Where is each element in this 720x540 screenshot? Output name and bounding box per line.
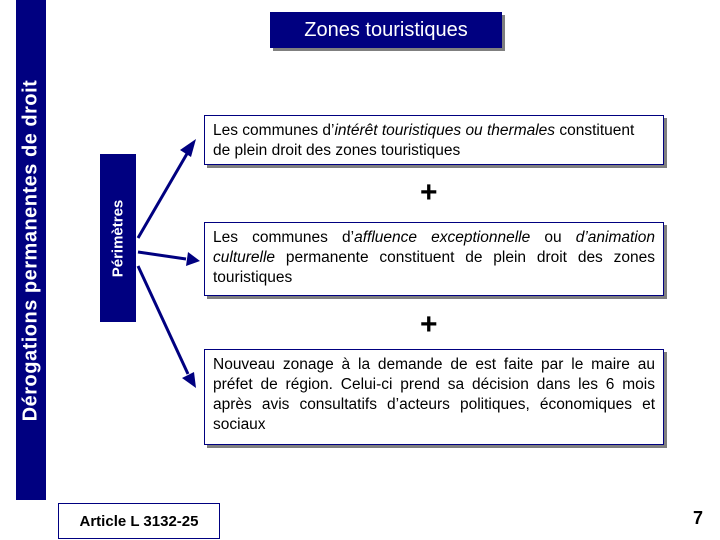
box1-text3: constituent de plein droit des zones touristiques [213,122,635,160]
perimetres-label: Périmètres [109,199,127,277]
box2-text1: Les communes d’ [213,229,355,246]
arrow-up-line [138,152,188,238]
title-text: Zones touristiques [304,18,468,41]
arrow-mid-head [186,252,200,266]
box2-text2: affluence exceptionnelle [354,229,531,246]
box1-text1: Les communes d’ [213,122,335,139]
arrow-up-head [180,139,196,157]
box-nouveau-zonage [204,349,664,445]
article-text: Article L 3132-25 [79,512,199,530]
box1-text2: intérêt touristiques ou thermales [334,122,556,139]
arrow-down-head [182,372,196,388]
box2-text4: d’animation culturelle [213,229,655,267]
derogations-label: Dérogations permanentes de droit [19,79,42,421]
plus-sign-2: + [420,308,438,341]
box-affluence [204,222,664,296]
page-number: 7 [693,508,704,528]
box2-text3: ou [530,229,576,246]
arrow-down-line [138,266,188,374]
box2-text5: permanente constituent de plein droit des zones touristiques [213,249,655,287]
plus-sign-1: + [420,176,438,209]
box-interet-touristique [204,115,664,165]
arrow-mid-line [138,252,186,259]
article-reference [58,503,220,539]
box3-text: Nouveau zonage à la demande de est faite par le maire au préfet de région. Celui-ci prend sa décision dans les 6 mois après avis consultatifs d’acteurs politiques, économiques et sociaux [213,356,655,434]
